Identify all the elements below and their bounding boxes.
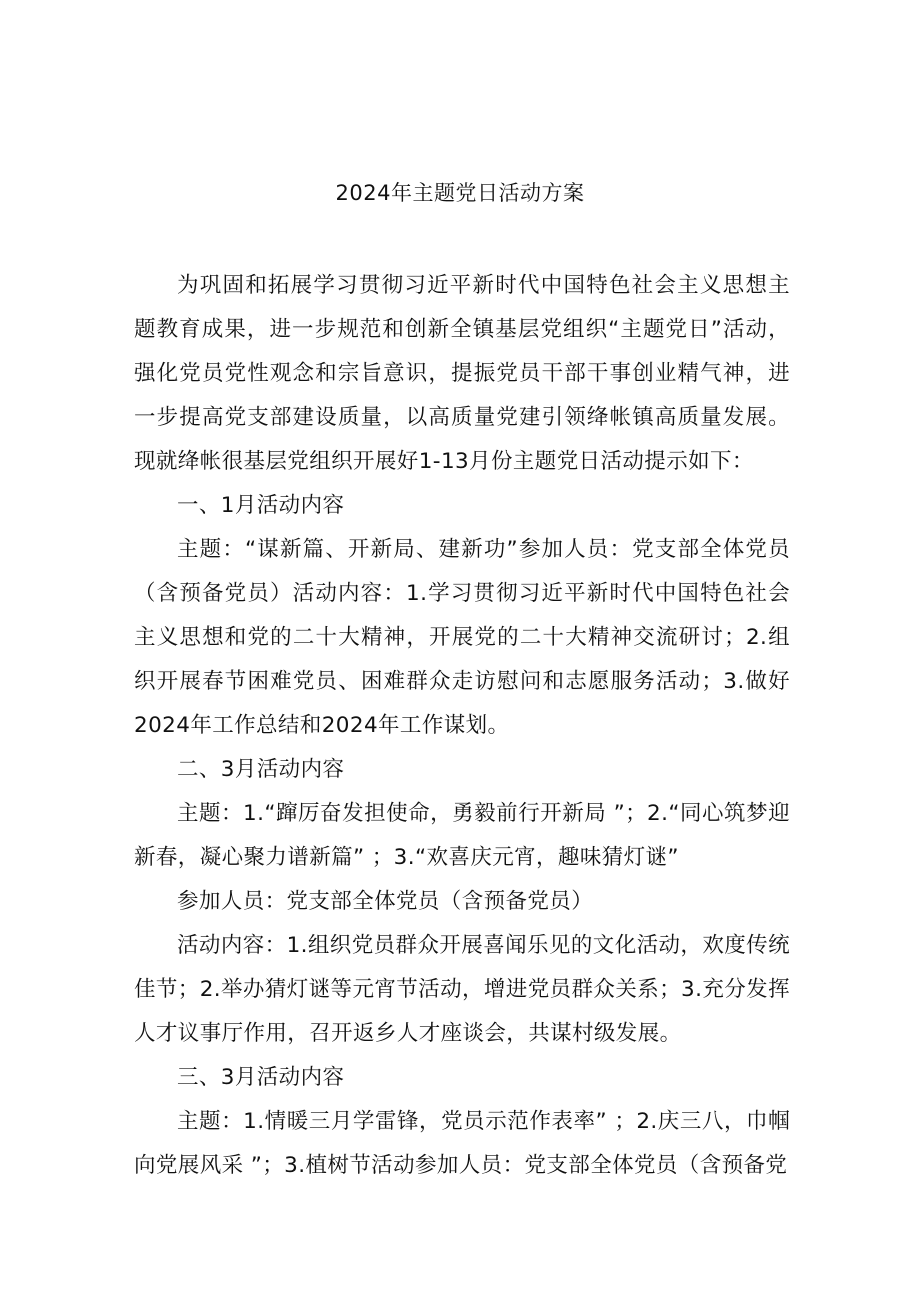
intro-paragraph: 为巩固和拓展学习贯彻习近平新时代中国特色社会主义思想主题教育成果，进一步规范和创新全镇基层党组织“主题党日”活动，强化党员党性观念和宗旨意识，提振党员干部干事创业精气神，进一步提高党支部建设质量，以高质量党建引领绛帐镇高质量发展。现就绛帐很基层党组织开展好1-13月份主题党日活动提示如下： xyxy=(134,273,790,474)
section-heading-january: 一、1月活动内容 xyxy=(177,493,345,518)
second-theme-paragraph: 主题：1.“蹿厉奋发担使命，勇毅前行开新局 ”；2.“同心筑梦迎新春，凝心聚力谱新篇” ；3.“欢喜庆元宵，趣味猜灯谜” xyxy=(134,801,790,870)
second-participants-paragraph: 参加人员：党支部全体党员（含预备党员） xyxy=(177,889,594,914)
document-body xyxy=(134,264,790,1188)
section-heading-third: 三、3月活动内容 xyxy=(177,1065,345,1090)
section-heading-second: 二、3月活动内容 xyxy=(177,757,345,782)
january-content-paragraph: 主题：“谋新篇、开新局、建新功”参加人员：党支部全体党员（含预备党员）活动内容：1.学习贯彻习近平新时代中国特色社会主义思想和党的二十大精神，开展党的二十大精神交流研讨；2.组织开展春节困难党员、困难群众走访慰问和志愿服务活动；3.做好2024年工作总结和2024年工作谋划。 xyxy=(134,537,790,738)
second-activities-paragraph: 活动内容：1.组织党员群众开展喜闻乐见的文化活动，欢度传统佳节；2.举办猜灯谜等元宵节活动，增进党员群众关系；3.充分发挥人才议事厅作用，召开返乡人才座谈会，共谋村级发展。 xyxy=(134,933,790,1046)
third-theme-paragraph: 主题：1.情暖三月学雷锋，党员示范作表率” ；2.庆三八，巾帼向党展风采 ”；3.植树节活动参加人员：党支部全体党员（含预备党 xyxy=(134,1109,790,1178)
document-title: 2024年主题党日活动方案 xyxy=(335,181,585,205)
